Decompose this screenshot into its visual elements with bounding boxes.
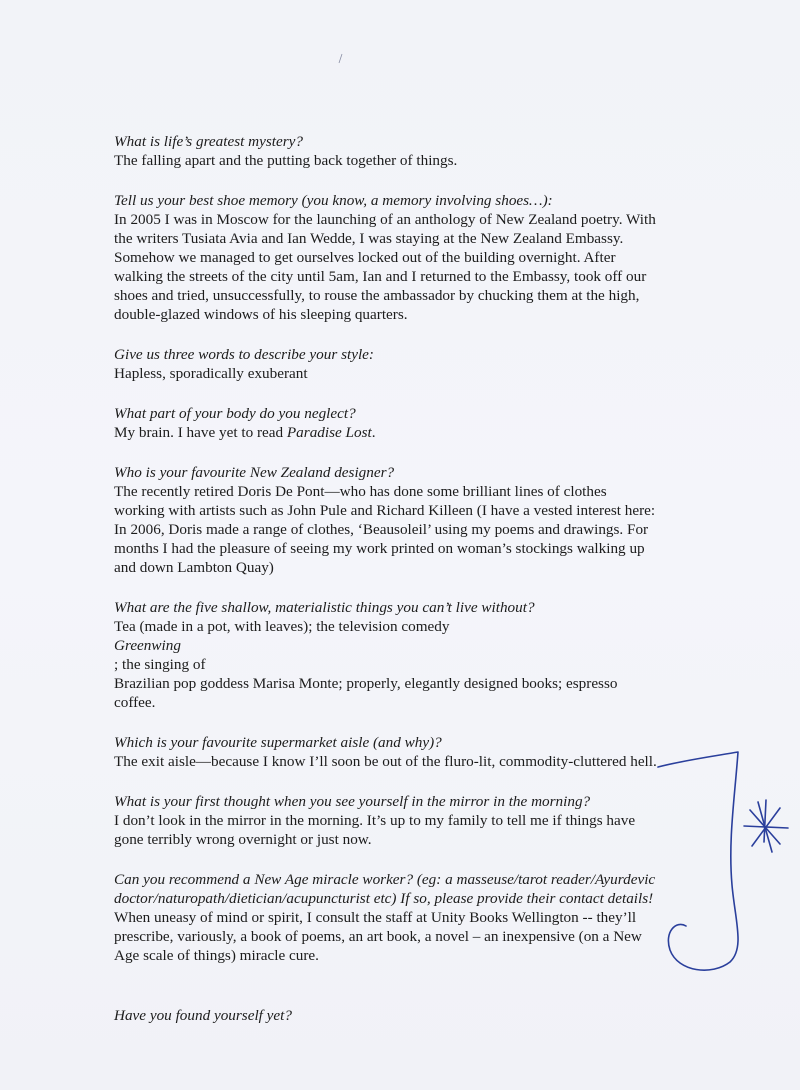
question: What part of your body do you neglect?: [114, 405, 356, 422]
answer: Hapless, sporadically exuberant: [114, 365, 308, 382]
question: Which is your favourite supermarket aisle (and why)?: [114, 734, 442, 751]
answer-line: Somehow we managed to get ourselves locked out of the building overnight. After: [114, 249, 616, 266]
questionnaire: [114, 132, 714, 1046]
answer-line: working with artists such as John Pule and Richard Killeen (I have a vested interest here:: [114, 502, 656, 519]
question: Give us three words to describe your style:: [114, 346, 374, 363]
qa-block-supermarket: [114, 733, 714, 771]
book-title: Paradise Lost: [286, 424, 372, 441]
answer: [114, 908, 714, 965]
stray-pen-mark: [330, 50, 350, 70]
answer-line: [114, 617, 714, 674]
question: What is life’s greatest mystery?: [114, 133, 303, 150]
answer-line: the writers Tusiata Avia and Ian Wedde, I was staying at the New Zealand Embassy.: [114, 230, 624, 247]
answer: [114, 482, 714, 577]
answer-line: I don’t look in the mirror in the morning. It’s up to my family to tell me if things have: [114, 812, 636, 829]
answer-line: double-glazed windows of his sleeping quarters.: [114, 306, 408, 323]
answer: [114, 811, 714, 849]
answer: The falling apart and the putting back together of things.: [114, 152, 458, 169]
question: What are the five shallow, materialistic things you can’t live without?: [114, 599, 535, 616]
answer: [114, 423, 714, 442]
answer-text: Tea (made in a pot, with leaves); the television comedy: [114, 618, 450, 635]
answer-line: Age scale of things) miracle cure.: [114, 947, 319, 964]
answer-line: shoes and tried, unsuccessfully, to rouse the ambassador by chucking them at the high,: [114, 287, 640, 304]
qa-block-shoe-memory: [114, 191, 714, 324]
qa-block-style: [114, 345, 714, 383]
question: What is your first thought when you see yourself in the mirror in the morning?: [114, 793, 591, 810]
qa-block-miracle-worker: [114, 870, 714, 965]
tv-title: Greenwing: [114, 637, 181, 654]
answer-line: Brazilian pop goddess Marisa Monte; properly, elegantly designed books; espresso: [114, 675, 618, 692]
qa-block-neglect: [114, 404, 714, 442]
answer-line: When uneasy of mind or spirit, I consult the staff at Unity Books Wellington -- they’ll: [114, 909, 637, 926]
answer-line: months I had the pleasure of seeing my work printed on woman’s stockings walking up: [114, 540, 645, 557]
answer-line: In 2006, Doris made a range of clothes, ‘Beausoleil’ using my poems and drawings. For: [114, 521, 649, 538]
answer-text: ; the singing of: [114, 656, 206, 673]
qa-block-designer: [114, 463, 714, 577]
handwritten-signature: [640, 740, 800, 980]
answer-line: and down Lambton Quay): [114, 559, 274, 576]
answer-line: coffee.: [114, 694, 156, 711]
answer-line: The recently retired Doris De Pont—who has done some brilliant lines of clothes: [114, 483, 607, 500]
answer: [114, 210, 714, 324]
qa-block-found-yourself: [114, 1006, 714, 1025]
answer-line: walking the streets of the city until 5am, Ian and I returned to the Embassy, took off our: [114, 268, 647, 285]
qa-block-mystery: [114, 132, 714, 170]
qa-block-mirror: [114, 792, 714, 849]
question-line: Can you recommend a New Age miracle worker? (eg: a masseuse/tarot reader/Ayurdevic: [114, 871, 656, 888]
question: Have you found yourself yet?: [114, 1007, 292, 1024]
answer-text: My brain. I have yet to read: [114, 424, 287, 441]
question: [114, 870, 714, 908]
answer-line: In 2005 I was in Moscow for the launching of an anthology of New Zealand poetry. With: [114, 211, 656, 228]
question-line: doctor/naturopath/dietician/acupuncturist etc) If so, please provide their contact details!: [114, 890, 654, 907]
qa-block-materialistic: [114, 598, 714, 712]
answer: The exit aisle—because I know I’ll soon be out of the fluro-lit, commodity-cluttered hell.: [114, 753, 657, 770]
question: Who is your favourite New Zealand designer?: [114, 464, 395, 481]
answer-text: .: [371, 424, 376, 441]
answer-line: prescribe, variously, a book of poems, an art book, a novel – an inexpensive (on a New: [114, 928, 642, 945]
question: Tell us your best shoe memory (you know, a memory involving shoes…):: [114, 192, 553, 209]
answer-line: gone terribly wrong overnight or just now.: [114, 831, 372, 848]
answer: [114, 617, 714, 712]
